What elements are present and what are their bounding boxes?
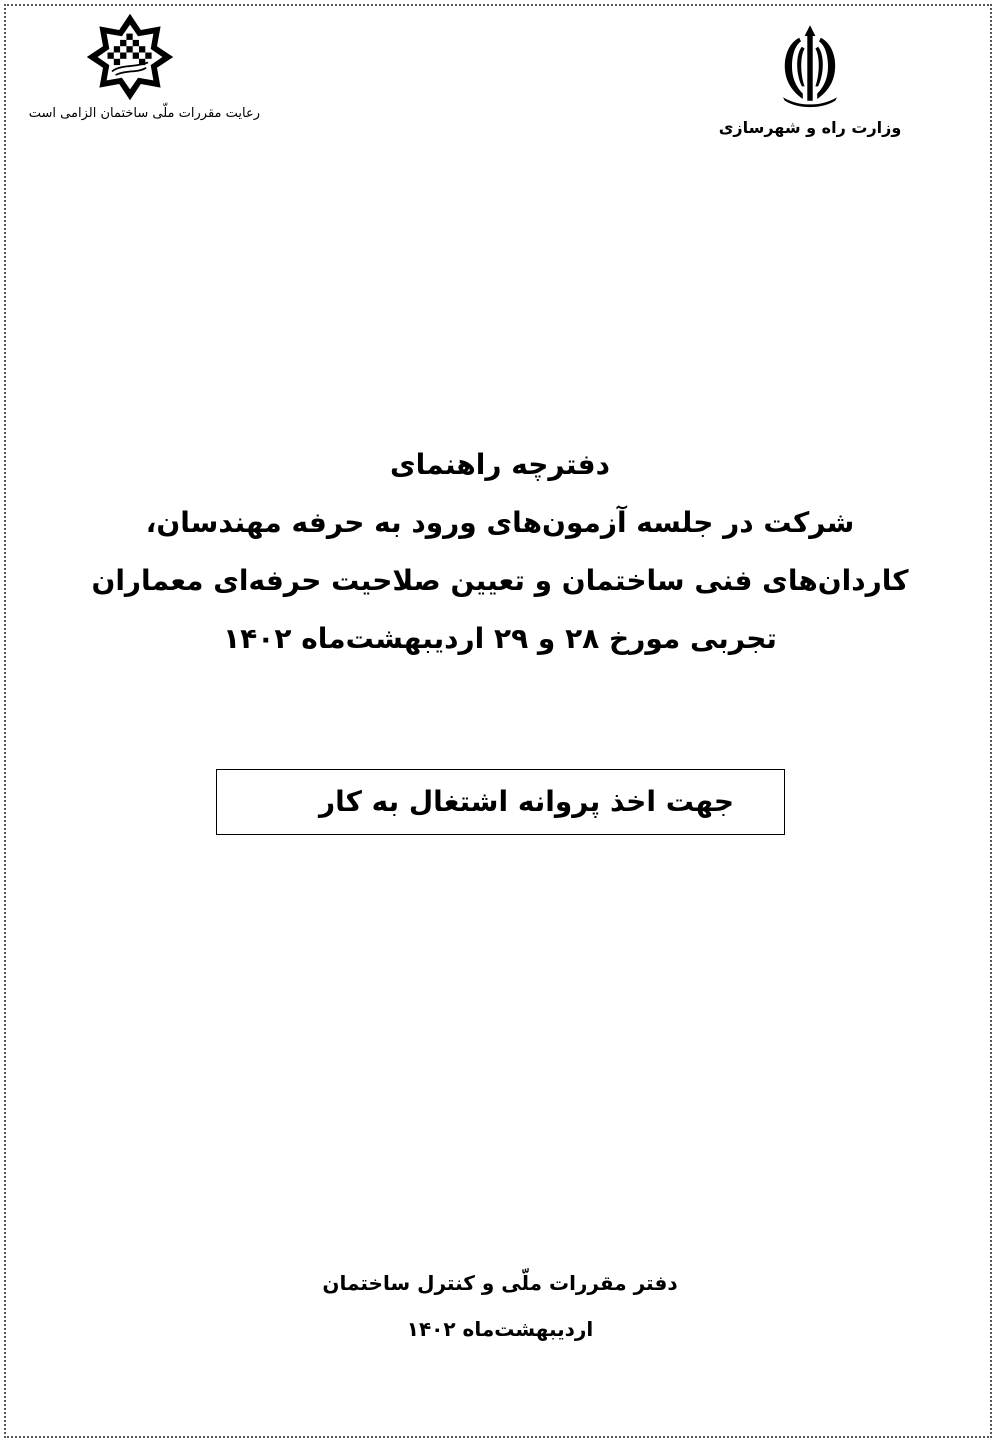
regulations-header (10, 12, 260, 121)
title-line-1: دفترچه راهنمای (390, 448, 610, 481)
regulations-tagline: رعایت مقررات ملّی ساختمان الزامی است (28, 106, 260, 121)
purpose-box (216, 769, 785, 835)
footer (200, 1260, 800, 1352)
ministry-header (700, 18, 920, 137)
building-regulations-logo-icon (80, 12, 180, 102)
purpose-text: جهت اخذ پروانه اشتغال به کار (318, 785, 734, 818)
footer-date: اردیبهشت‌ماه ۱۴۰۲ (406, 1317, 594, 1341)
title-line-4: تجربی مورخ ۲۸ و ۲۹ اردیبهشت‌ماه ۱۴۰۲ (223, 622, 777, 655)
title-line-2: شرکت در جلسه آزمون‌های ورود به حرفه مهندسان، (145, 506, 855, 539)
page-border (4, 4, 992, 1438)
booklet-title (60, 436, 940, 668)
iran-emblem-icon (765, 18, 855, 108)
ministry-name: وزارت راه و شهرسازی (718, 118, 902, 137)
title-line-3: کاردان‌های فنی ساختمان و تعیین صلاحیت حرفه‌ای معماران (91, 564, 909, 597)
footer-office: دفتر مقررات ملّی و کنترل ساختمان (322, 1271, 678, 1295)
